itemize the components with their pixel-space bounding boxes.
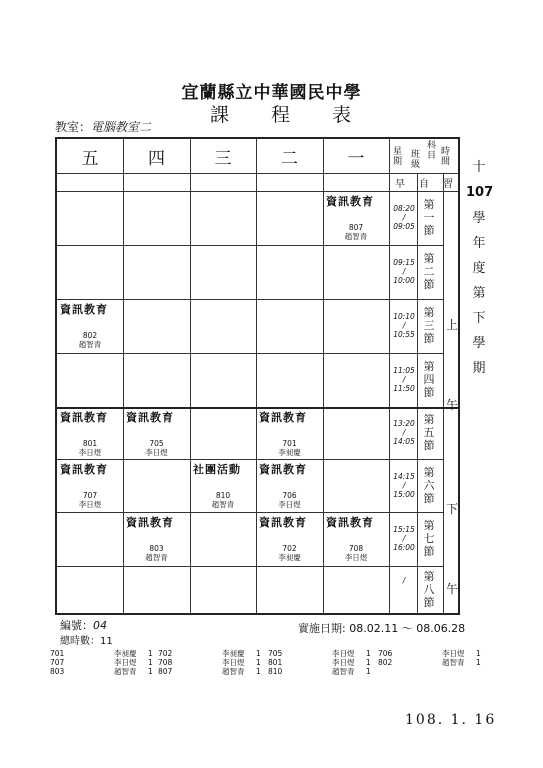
- summary-teacher: 李日煜: [332, 658, 355, 667]
- column-divider: [190, 139, 191, 613]
- classroom-value: 電腦教室二: [91, 120, 152, 134]
- date-stamp: 108. 1. 16: [405, 712, 497, 728]
- class-cell: [60, 461, 120, 509]
- period-time: [389, 525, 419, 552]
- summary-hours: 1: [256, 649, 261, 658]
- code-value: 04: [93, 619, 107, 632]
- summary-hours: 1: [256, 658, 261, 667]
- period-time: [389, 576, 419, 585]
- class-cell: [60, 409, 120, 457]
- day-header: 四: [148, 148, 165, 169]
- summary-hours: 1: [476, 649, 481, 658]
- summary-class: 807: [158, 667, 173, 676]
- period-end: 15:00: [393, 489, 415, 499]
- summary-teacher: 李日煜: [222, 658, 245, 667]
- summary-class: 802: [378, 658, 393, 667]
- period-start: 11:05: [393, 366, 415, 375]
- class-subject: 資訊教育: [60, 463, 108, 476]
- corner-class: 班級: [411, 150, 421, 170]
- class-cell: [259, 461, 320, 509]
- hours-value: 11: [100, 636, 113, 647]
- school-name: 宜蘭縣立中華國民中學: [181, 83, 362, 103]
- day-header: 三: [214, 148, 232, 169]
- class-cell: [326, 514, 386, 562]
- class-cell: [326, 193, 386, 241]
- class-cell: [126, 514, 187, 562]
- column-divider: [123, 139, 124, 613]
- class-subject: 資訊教育: [259, 463, 307, 476]
- corner-subject: 科目: [427, 141, 437, 161]
- period-row-divider: [57, 566, 443, 567]
- period-sep: /: [402, 375, 406, 384]
- class-teacher: 李昶慶: [278, 553, 301, 562]
- period-start: 09:15: [393, 258, 415, 267]
- semester-char: 年: [472, 236, 486, 251]
- semester-char: 107: [466, 185, 494, 200]
- summary-teacher: 李昶慶: [222, 649, 245, 658]
- class-teacher: 李日煜: [145, 448, 168, 457]
- period-label: 第八節: [423, 569, 435, 609]
- summary-teacher: 李昶慶: [114, 649, 137, 658]
- period-end: 10:55: [393, 330, 415, 339]
- corner-weekday: 星期: [393, 147, 403, 167]
- hours-info: [60, 632, 113, 647]
- period-sep: /: [402, 321, 406, 330]
- class-subject: 資訊教育: [259, 516, 307, 529]
- day-header: 五: [81, 148, 99, 169]
- summary-teacher: 李日煜: [442, 649, 465, 658]
- summary-hours: 1: [366, 658, 371, 667]
- page-title: 課 程 表: [209, 104, 370, 126]
- period-sep: /: [402, 213, 406, 222]
- summary-class: 707: [50, 658, 65, 667]
- summary-hours: 1: [256, 667, 261, 676]
- self-study-label: 早自習: [395, 179, 467, 190]
- class-subject: 資訊教育: [326, 195, 374, 208]
- classroom-label: 教室：: [55, 120, 92, 134]
- summary-class: 701: [50, 649, 65, 658]
- period-sep: /: [402, 575, 406, 585]
- corner-time: 時間: [441, 147, 451, 167]
- semester-char: 下: [472, 311, 486, 326]
- summary-teacher: 趙智青: [222, 667, 245, 676]
- class-teacher: 李日煜: [344, 553, 368, 562]
- semester-label: [466, 158, 492, 384]
- class-teacher: 趙智青: [145, 553, 168, 562]
- summary-teacher: 趙智青: [332, 667, 355, 676]
- summary-class: 702: [158, 649, 173, 658]
- summary-class: 801: [268, 658, 283, 667]
- class-subject: 資訊教育: [126, 411, 174, 424]
- summary-hours: 1: [476, 658, 481, 667]
- period-row-divider: [57, 245, 443, 246]
- class-code: 810: [215, 491, 231, 500]
- class-code: 807: [348, 223, 364, 232]
- period-label: 第一節: [423, 198, 435, 237]
- period-time: [389, 472, 419, 499]
- summary-class: 803: [50, 667, 65, 676]
- period-time: [389, 204, 419, 231]
- period-start: 13:20: [393, 419, 415, 428]
- period-start: 14:15: [393, 471, 415, 481]
- semester-char: 期: [472, 361, 486, 376]
- class-subject: 資訊教育: [259, 411, 307, 424]
- summary-class: 708: [158, 658, 173, 667]
- header-divider: [57, 173, 458, 174]
- period-label: 第五節: [423, 413, 435, 452]
- class-subject: 資訊教育: [60, 411, 108, 424]
- period-end: 11:50: [393, 384, 415, 393]
- period-divider: [443, 173, 444, 613]
- summary-class: 706: [378, 649, 393, 658]
- summary-teacher: 李日煜: [332, 649, 355, 658]
- period-row-divider: [57, 299, 443, 300]
- timetable-grid: [55, 137, 467, 615]
- summary-hours: 1: [148, 658, 153, 667]
- day-header: 一: [347, 148, 365, 169]
- dates-label: 實施日期:: [298, 622, 346, 635]
- dates-info: [298, 620, 465, 636]
- period-end: 10:00: [393, 276, 415, 285]
- class-teacher: 李日煜: [278, 500, 301, 509]
- class-code: 702: [282, 544, 297, 553]
- class-subject: 社團活動: [193, 463, 241, 476]
- semester-char: 度: [472, 261, 486, 276]
- class-cell: [259, 409, 320, 457]
- period-sep: /: [402, 534, 406, 543]
- class-teacher: 趙智青: [344, 232, 368, 241]
- code-label: 編號：: [60, 619, 93, 632]
- class-subject: 資訊教育: [60, 303, 108, 316]
- class-teacher: 李昶慶: [278, 448, 301, 457]
- column-divider: [323, 139, 324, 613]
- column-divider: [256, 139, 257, 613]
- summary-hours: 1: [148, 667, 153, 676]
- period-start: 10:10: [393, 312, 415, 321]
- period-row-divider: [57, 512, 443, 513]
- summary-hours: 1: [366, 667, 371, 676]
- summary-teacher: 李日煜: [114, 658, 137, 667]
- semester-char: 學: [472, 336, 486, 351]
- class-code: 801: [82, 439, 98, 448]
- class-code: 701: [282, 439, 297, 448]
- day-header: 二: [281, 148, 298, 169]
- period-time: [389, 366, 419, 393]
- period-label: 第二節: [423, 252, 435, 291]
- summary-teacher: 趙智青: [442, 658, 465, 667]
- semester-char: 學: [472, 211, 486, 226]
- class-code: 708: [348, 544, 364, 553]
- class-code: 802: [82, 331, 98, 340]
- hours-label: 總時數：: [60, 636, 100, 647]
- period-label: 第四節: [423, 360, 435, 399]
- class-cell: [193, 461, 253, 509]
- class-cell: [60, 301, 120, 349]
- summary-class: 810: [268, 667, 283, 676]
- period-end: 09:05: [393, 222, 415, 231]
- class-code: 803: [149, 544, 164, 553]
- semester-char: 十: [472, 160, 486, 175]
- period-start: 15:15: [393, 525, 415, 534]
- period-row-divider: [57, 353, 443, 354]
- summary-hours: 1: [148, 649, 153, 658]
- dates-value: 08.02.11 ～ 08.06.28: [349, 622, 466, 635]
- summary-hours: 1: [366, 649, 371, 658]
- class-teacher: 趙智青: [211, 500, 235, 509]
- morning-label: 上 午: [445, 318, 458, 412]
- period-label: 第三節: [423, 306, 435, 345]
- summary-teacher: 趙智青: [114, 667, 137, 676]
- class-code: 706: [282, 491, 297, 500]
- class-teacher: 李日煜: [78, 448, 102, 457]
- period-end: 16:00: [393, 543, 415, 552]
- period-label: 第七節: [423, 519, 435, 558]
- class-cell: [259, 514, 320, 562]
- classroom: [55, 118, 151, 135]
- summary-class: 705: [268, 649, 283, 658]
- period-start: 08:20: [393, 204, 415, 213]
- period-row-divider: [57, 459, 443, 460]
- semester-char: 第: [472, 286, 486, 301]
- period-sep: /: [402, 267, 406, 276]
- period-end: 14:05: [393, 437, 415, 446]
- period-sep: /: [402, 428, 406, 437]
- period-time: [389, 419, 419, 446]
- selfstudy-divider: [57, 191, 458, 192]
- class-code: 705: [149, 439, 164, 448]
- class-subject: 資訊教育: [126, 516, 174, 529]
- afternoon-label: 下 午: [445, 502, 458, 596]
- class-teacher: 趙智青: [78, 340, 102, 349]
- period-sep: /: [402, 480, 406, 490]
- class-teacher: 李日煜: [78, 500, 102, 509]
- period-label: 第六節: [423, 465, 435, 505]
- class-cell: [126, 409, 187, 457]
- period-time: [389, 312, 419, 339]
- code-info: [60, 617, 107, 633]
- class-code: 707: [82, 491, 98, 500]
- class-subject: 資訊教育: [326, 516, 374, 529]
- period-time: [389, 258, 419, 285]
